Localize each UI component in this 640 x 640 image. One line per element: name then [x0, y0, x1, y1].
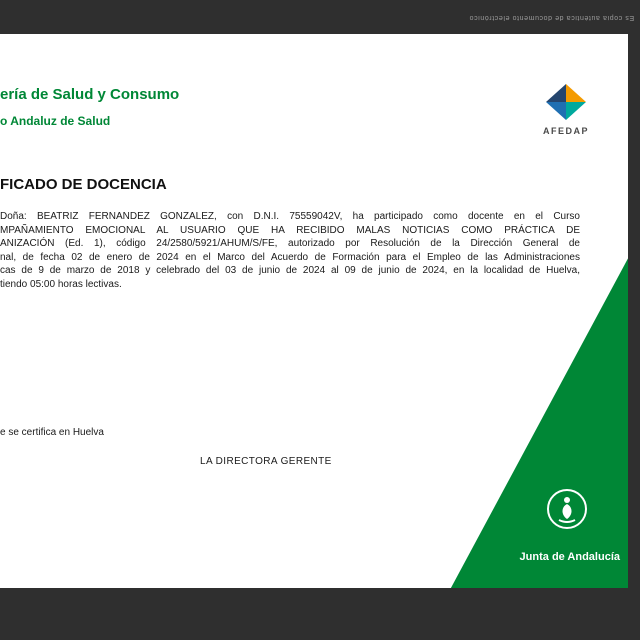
certify-location-line: e se certifica en Huelva [0, 427, 104, 438]
junta-de-andalucia-brand: Junta de Andalucía [519, 551, 620, 563]
junta-emblem-icon [546, 488, 588, 530]
afedap-diamond-icon [546, 84, 586, 120]
signer-title: LA DIRECTORA GERENTE [200, 456, 332, 467]
afedap-label: AFEDAP [542, 126, 589, 136]
body-line: MPAÑAMIENTO EMOCIONAL AL USUARIO QUE HA RECIBIDO MALAS NOTICIAS COMO PRÁCTICA DE [0, 224, 580, 236]
body-line: cas de 9 de marzo de 2018 y celebrado del 03 de junio de 2024 al 09 de junio de 2024, en la localidad de Huelva, [0, 265, 580, 277]
ministry-name: ería de Salud y Consumo [0, 86, 180, 103]
certificate-body [0, 210, 580, 292]
electronic-copy-watermark: Es copia auténtica de documento electrónico [468, 14, 634, 21]
afedap-logo [534, 84, 598, 136]
certificate-page [0, 34, 628, 588]
health-service-name: o Andaluz de Salud [0, 114, 111, 128]
body-line: Doña: BEATRIZ FERNANDEZ GONZALEZ, con D.N.I. 75559042V, ha participado como docente en el Curso [0, 211, 580, 222]
body-line: nal, de fecha 02 de enero de 2024 en el Marco del Acuerdo de Formación para el Empleo de las Administraciones [0, 251, 580, 263]
certificate-title: FICADO DE DOCENCIA [0, 176, 167, 193]
body-line: ANIZACIÓN (Ed. 1), código 24/2580/5921/AHUM/S/FE, autorizado por Resolución de la Dirección General de [0, 238, 580, 250]
body-line: tiendo 05:00 horas lectivas. [0, 278, 122, 290]
